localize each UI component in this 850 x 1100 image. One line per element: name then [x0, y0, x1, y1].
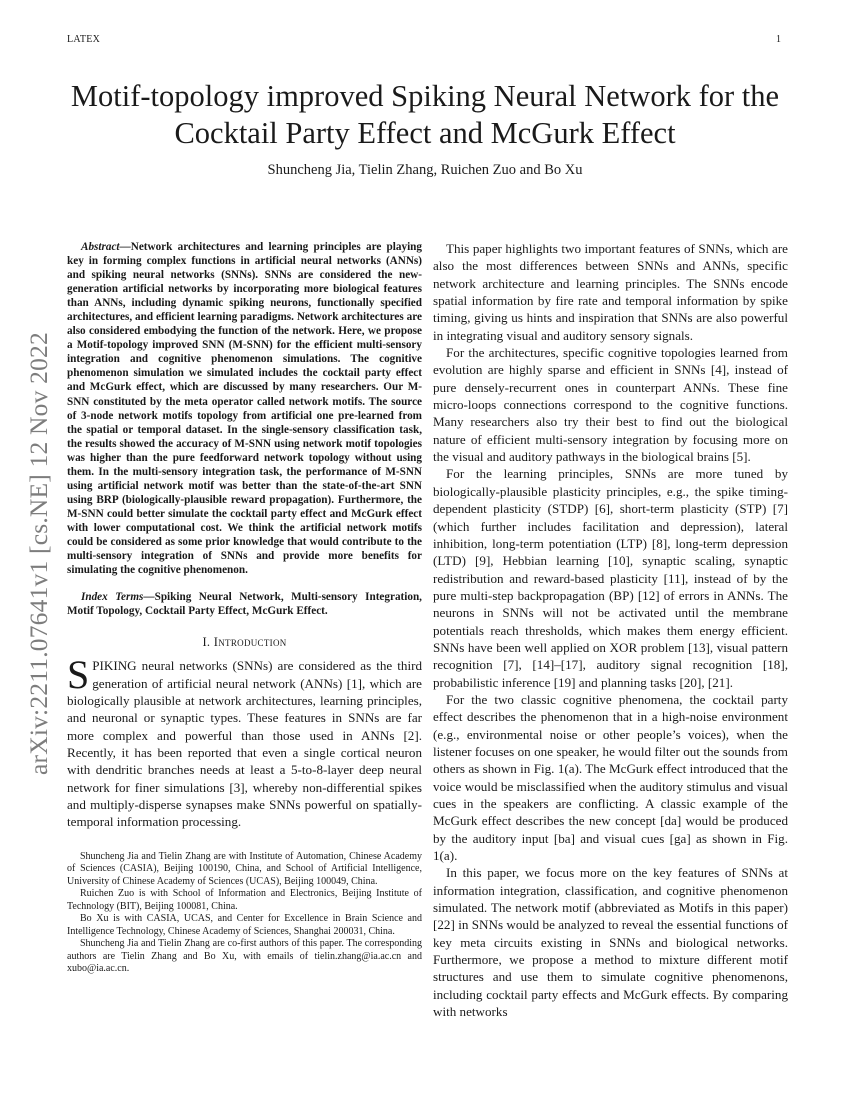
section-heading-introduction: [67, 635, 422, 650]
section-numeral: I.: [202, 635, 211, 650]
paragraph: In this paper, we focus more on the key features of SNNs at information integration, classification, and cognitive phenomenon simulated. The network motif (abbreviated as Motifs in this paper) [22] in SNNs would be analyzed to reveal the essential functions of key meta circuits existing in SNNs and biological networks. Furthermore, we propose a method to mixture different motif structures and use them to simulate cognitive phenomenons, including cocktail party effects and McGurk effects. By comparing with networks: [433, 865, 788, 1020]
intro-paragraph-text: PIKING neural networks (SNNs) are considered as the third generation of artificial neural network (ANNs) [1], which are biologically plausible at network architectures, learning principles, and neuronal or synaptic types. These features in SNNs are far more complex and powerful than those used in ANNs [2]. Recently, it has been reported that even a single cortical neuron with dendritic branches needs at least a 5-to-8-layer deep neural network for finer simulations [3], whereby non-differential spikes and multiply-disperse synapses make SNNs powerful on spatially-temporal information processing.: [67, 658, 422, 830]
drop-cap: S: [67, 652, 90, 698]
author-list: Shuncheng Jia, Tielin Zhang, Ruichen Zuo and Bo Xu: [267, 162, 583, 178]
right-column: [433, 240, 788, 1020]
abstract: [67, 240, 422, 577]
running-header: LATEX: [67, 34, 101, 45]
footnote-affiliation-3: Bo Xu is with CASIA, UCAS, and Center for Excellence in Brain Science and Intelligence Technology, Chinese Academy of Sciences, Shanghai 200031, China.: [67, 913, 422, 937]
footnote-corresponding: Shuncheng Jia and Tielin Zhang are co-first authors of this paper. The corresponding authors are Tielin Zhang and Bo Xu, with emails of tielin.zhang@ia.ac.cn and xubo@ia.ac.cn.: [67, 938, 422, 975]
intro-paragraph: [67, 652, 422, 830]
arxiv-stamp[interactable]: arXiv:2211.07641v1 [cs.NE] 12 Nov 2022: [24, 332, 53, 775]
abstract-label: Abstract: [81, 241, 120, 253]
index-terms: [67, 590, 422, 618]
footnote-affiliation-2: Ruichen Zuo is with School of Information and Electronics, Beijing Institute of Technology (BIT), Beijing 100081, China.: [67, 888, 422, 912]
footnotes: [67, 843, 422, 976]
index-terms-label: Index Terms: [81, 591, 144, 604]
paper-title: Motif-topology improved Spiking Neural Network for the Cocktail Party Effect and McGurk Effect: [70, 79, 780, 150]
paragraph: This paper highlights two important features of SNNs, which are also the most differences between SNNs and ANNs, specific network architecture and learning principles. The SNNs encode spatial information by fire rate and temporal information by spike timing, giving us hints and inspiration that SNNs are also powerful in integrating visual and auditory sensory signals.: [433, 241, 788, 343]
paragraph: For the architectures, specific cognitive topologies learned from evolution are highly sparse and efficient in SNNs [4], instead of pure densely-recurrent ones in counterpart ANNs. These fine micro-loops connections correspond to the cognitive functions. Many researchers also try their best to find out the biological nature of efficient multi-sensory integration by focusing more on the visual and auditory pathways in the biological brains [5].: [433, 345, 788, 465]
footnote-affiliation-1: Shuncheng Jia and Tielin Zhang are with Institute of Automation, Chinese Academy of Sciences (CASIA), Beijing 100190, China, and School of Artificial Intelligence, University of Chinese Academy of Sciences (UCAS), Beijing 100049, China.: [67, 850, 422, 887]
left-column: [67, 240, 422, 976]
abstract-text: —Network architectures and learning principles are playing key in forming complex functions in artificial neural networks (ANNs) and spiking neural networks (SNNs). SNNs are considered the new-generation artificial networks by incorporating more biological features than ANNs, including dynamic spiking neurons, functionally specified architectures, and efficient learning paradigms. Network architectures are also considered embodying the function of the network. Here, we propose a Motif-topology improved SNN (M-SNN) for the efficient multi-sensory integration and cognitive phenomenon simulations. The cognitive phenomenon simulation we simulated includes the cocktail party effect and McGurk effect, which are discussed by many researchers. Our M-SNN constituted by the meta operator called network motifs. The source of 3-node network motifs topology from artificial one pre-learned from the spatial or temporal dataset. In the single-sensory classification task, the results showed the accuracy of M-SNN using network motif topologies was higher than the pure feedforward network topology without using them. In the multi-sensory integration task, the performance of M-SNN using artificial network motif was better than the state-of-the-art SNN using BRP (biologically-plausible reward propagation). Furthermore, the M-SNN could better simulate the cocktail party effect and McGurk effect with lower computational cost. We think the artificial network motifs could be considered as some prior knowledge that would contribute to the multi-sensory integration of SNNs and provide more benefits for simulating the cognitive phenomenon.: [67, 241, 422, 577]
paragraph: For the learning principles, SNNs are more tuned by biologically-plausible plasticity principles, e.g., the spike timing-dependent plasticity (STDP) [6], short-term plasticity (STP) [7] (which further includes facilitation and depression), lateral inhibition, long-term potentiation (LTP) [8], long-term depression (LTD) [9], Hebbian learning [10], synaptic scaling, synaptic redistribution and reward-based plasticity [11], instead of by the pure multi-step backpropagation (BP) [12] of errors in ANNs. The neurons in SNNs will not be activated until the membrane potentials reach thresholds, which makes them energy efficient. SNNs have been well applied on XOR problem [13], visual pattern recognition [7], [14]–[17], auditory signal recognition [18], probabilistic inference [19] and planning tasks [20], [21].: [433, 466, 788, 690]
paragraph: For the two classic cognitive phenomena, the cocktail party effect describes the phenomenon that in a high-noise environment (e.g., environmental noise or other people’s voices), when the listener focuses on one speaker, he would filter out the sounds from others as shown in Fig. 1(a). The McGurk effect introduced that the voice would be misclassified when the auditory stimulus and visual cues in the speakers are conflicting. A classic example of the McGurk effect describes the new concept [da] would be produced by the auditory input [ba] and visual cues [ga] as shown in Fig. 1(a).: [433, 691, 788, 864]
page-number: 1: [776, 34, 781, 45]
index-terms-text: —Spiking Neural Network, Multi-sensory Integration, Motif Topology, Cocktail Party Effect, McGurk Effect.: [67, 591, 422, 618]
section-title: Introduction: [213, 635, 287, 650]
